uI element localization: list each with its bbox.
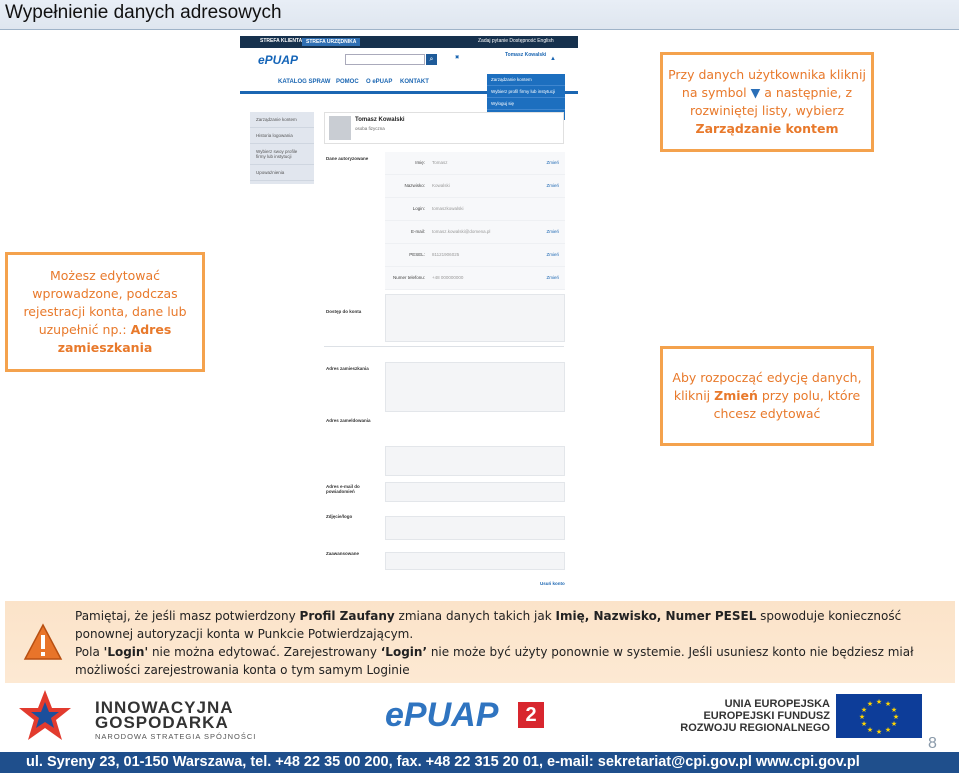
warning-line2-a: Pola: [75, 645, 104, 659]
warning-band: [5, 601, 955, 683]
star-logo-icon: [15, 688, 75, 744]
change-link[interactable]: Zmień: [546, 252, 559, 257]
dropdown-item-choose-profile[interactable]: Wybierz profil firmy lub instytucji: [487, 86, 565, 98]
svg-text:★: ★: [884, 700, 892, 708]
warning-icon: [23, 623, 63, 661]
photo-subbox: [385, 516, 565, 540]
sidebar-item-login-history[interactable]: Historia logowania: [250, 128, 314, 144]
ig-line3: NARODOWA STRATEGIA SPÓJNOŚCI: [95, 732, 257, 741]
email-subbox: [385, 482, 565, 502]
portal-topbar: [240, 36, 578, 48]
sidebar-item-manage-account[interactable]: Zarządzanie kontem: [250, 112, 314, 128]
epuap-footer-logo: ePUAP: [385, 696, 499, 734]
callout-text: Możesz edytować wprowadzone, podczas rejestracji konta, dane lub uzupełnić np.:: [23, 268, 187, 337]
warning-line2-b: 'Login': [103, 645, 149, 659]
svg-text:★: ★: [890, 720, 898, 728]
dropdown-item-logout[interactable]: Wyloguj się: [487, 98, 565, 110]
warning-line2-c: nie można edytować. Zarejestrowany: [148, 645, 381, 659]
portal-screenshot: [240, 36, 578, 596]
field-label: Nazwisko:: [404, 183, 425, 188]
section-registered-address: Adres zameldowania: [326, 418, 371, 423]
portal-header: [240, 48, 578, 70]
svg-text:★: ★: [860, 706, 868, 714]
sidebar: [250, 112, 314, 184]
field-label: Login:: [412, 206, 425, 211]
section-access: Dostęp do konta: [326, 309, 362, 314]
epuap-version-badge: 2: [518, 702, 544, 728]
advanced-subbox: [385, 552, 565, 570]
warning-line2-e: nie może być użyty ponownie w systemie. Jeśli usuniesz konto nie będziesz miał możliwości zarejestrowania konta o tym samym Loginie: [75, 645, 914, 677]
dropdown-item-manage-account[interactable]: Zarządzanie kontem: [487, 74, 565, 86]
field-row-pesel: [385, 244, 565, 267]
callout-manage-account: [660, 52, 874, 152]
authorized-data-label: Dane autoryzowane: [326, 156, 369, 161]
svg-text:★: ★: [860, 720, 868, 728]
svg-text:★: ★: [892, 713, 900, 721]
avatar: [329, 116, 351, 140]
warning-line1-c: zmiana danych takich jak: [394, 609, 556, 623]
svg-text:★: ★: [866, 700, 874, 708]
contact-address-bar: ul. Syreny 23, 01-150 Warszawa, tel. +48 22 35 00 200, fax. +48 22 315 20 01, e-mail: sekretariat@cpi.gov.pl www.cpi.gov.pl: [0, 752, 959, 773]
field-value: 81121906025: [432, 252, 460, 257]
section-residence-address: Adres zamieszkania: [326, 366, 369, 371]
chevron-down-icon[interactable]: ▲: [550, 56, 556, 62]
warning-line1-e: spowoduje konieczność ponownej autoryzacji konta w Punkcie Potwierdzającym.: [75, 609, 902, 641]
callout-text: Przy danych użytkownika kliknij na symbol: [668, 67, 866, 100]
ig-line2: GOSPODARKA: [95, 713, 229, 732]
warning-line1-a: Pamiętaj, że jeśli masz potwierdzony: [75, 609, 300, 623]
ue-line3: ROZWOJU REGIONALNEGO: [680, 722, 830, 734]
profile-name: Tomasz Kowalski: [355, 117, 405, 123]
field-value: tomasz.kowalski@domena.pl: [432, 229, 491, 234]
callout-text: Aby rozpocząć edycję danych, kliknij: [672, 370, 862, 403]
tab-client-zone[interactable]: STREFA KLIENTA: [260, 38, 303, 44]
my-folder-link[interactable]: ▣: [455, 54, 460, 59]
sidebar-item-authorizations[interactable]: Upoważnienia: [250, 165, 314, 181]
field-label: Imię:: [415, 160, 425, 165]
section-notification-email: Adres e-mail do powiadomień: [326, 484, 360, 494]
callout-text: a następnie, z rozwiniętej listy, wybierz: [689, 85, 853, 118]
ig-line1: INNOWACYJNA: [95, 698, 234, 717]
field-value: tomaszkowalski: [432, 206, 464, 211]
profile-type: osoba fizyczna: [355, 126, 385, 131]
slide-title: Wypełnienie danych adresowych: [0, 0, 959, 30]
nav-item-about[interactable]: O ePUAP: [366, 79, 393, 85]
warning-text: [75, 607, 945, 679]
field-row-login: [385, 198, 565, 221]
triangle-down-icon: ▼: [750, 85, 761, 100]
nav-item-contact[interactable]: KONTAKT: [400, 79, 429, 85]
account-name[interactable]: Tomasz Kowalski: [505, 52, 547, 58]
nav-item-catalog[interactable]: KATALOG SPRAW: [278, 79, 331, 85]
footer-logos: [0, 686, 959, 750]
warning-line1-d: Imię, Nazwisko, Numer PESEL: [555, 609, 757, 623]
field-row-first-name: [385, 152, 565, 175]
svg-text:★: ★: [875, 728, 883, 736]
eu-flag-icon: [836, 694, 922, 738]
svg-text:★: ★: [875, 698, 883, 706]
callout-bold: Zmień: [714, 388, 758, 403]
search-icon[interactable]: ⌕: [426, 54, 437, 65]
eu-fund-text: [670, 698, 830, 734]
svg-text:★: ★: [884, 726, 892, 734]
warning-line2-d: ‘Login’: [380, 645, 428, 659]
ue-line2: EUROPEJSKI FUNDUSZ: [703, 710, 830, 722]
callout-bold: Adres zamieszkania: [57, 322, 172, 355]
nav-item-help[interactable]: POMOC: [336, 79, 359, 85]
delete-account-link[interactable]: Usuń konto: [540, 581, 565, 586]
svg-text:★: ★: [890, 706, 898, 714]
field-row-phone: [385, 267, 565, 290]
change-link[interactable]: Zmień: [546, 275, 559, 280]
tab-official-zone[interactable]: STREFA URZĘDNIKA: [302, 38, 360, 46]
residence-subbox: [385, 362, 565, 412]
change-link[interactable]: Zmień: [546, 229, 559, 234]
divider: [324, 346, 564, 347]
topbar-links[interactable]: Zadaj pytanie Dostępność English: [478, 38, 554, 44]
field-value: Kowalski: [432, 183, 450, 188]
svg-text:★: ★: [858, 713, 866, 721]
field-label: E-mail:: [410, 229, 425, 234]
section-photo: Zdjęcie/logo: [326, 514, 353, 519]
account-fields: [385, 152, 565, 290]
change-link[interactable]: Zmień: [546, 160, 559, 165]
page-number: 8: [928, 735, 937, 752]
access-subbox: [385, 294, 565, 342]
registered-subbox: [385, 446, 565, 476]
section-advanced: Zaawansowane: [326, 551, 360, 556]
svg-text:★: ★: [866, 726, 874, 734]
callout-editable-data: [5, 252, 205, 372]
change-link[interactable]: Zmień: [546, 183, 559, 188]
field-label: PESEL:: [409, 252, 425, 257]
field-value: +48 000000000: [432, 275, 464, 280]
callout-change-field: [660, 346, 874, 446]
profile-card: [324, 112, 564, 144]
ue-line1: UNIA EUROPEJSKA: [724, 698, 830, 710]
innowacyjna-gospodarka-logo: [15, 686, 290, 746]
sidebar-item-choose-profile[interactable]: Wybierz swoy profile firmy lub instytucji: [250, 144, 314, 165]
field-row-last-name: [385, 175, 565, 198]
warning-line1-b: Profil Zaufany: [299, 609, 395, 623]
callout-bold: Zarządzanie kontem: [695, 121, 839, 136]
field-value: Tomasz: [432, 160, 448, 165]
callout-text: przy polu, które chcesz edytować: [713, 388, 861, 421]
epuap-logo[interactable]: ePUAP: [258, 53, 299, 67]
field-label: Numer telefonu:: [392, 275, 425, 280]
field-row-email: [385, 221, 565, 244]
search-input[interactable]: [345, 54, 425, 65]
